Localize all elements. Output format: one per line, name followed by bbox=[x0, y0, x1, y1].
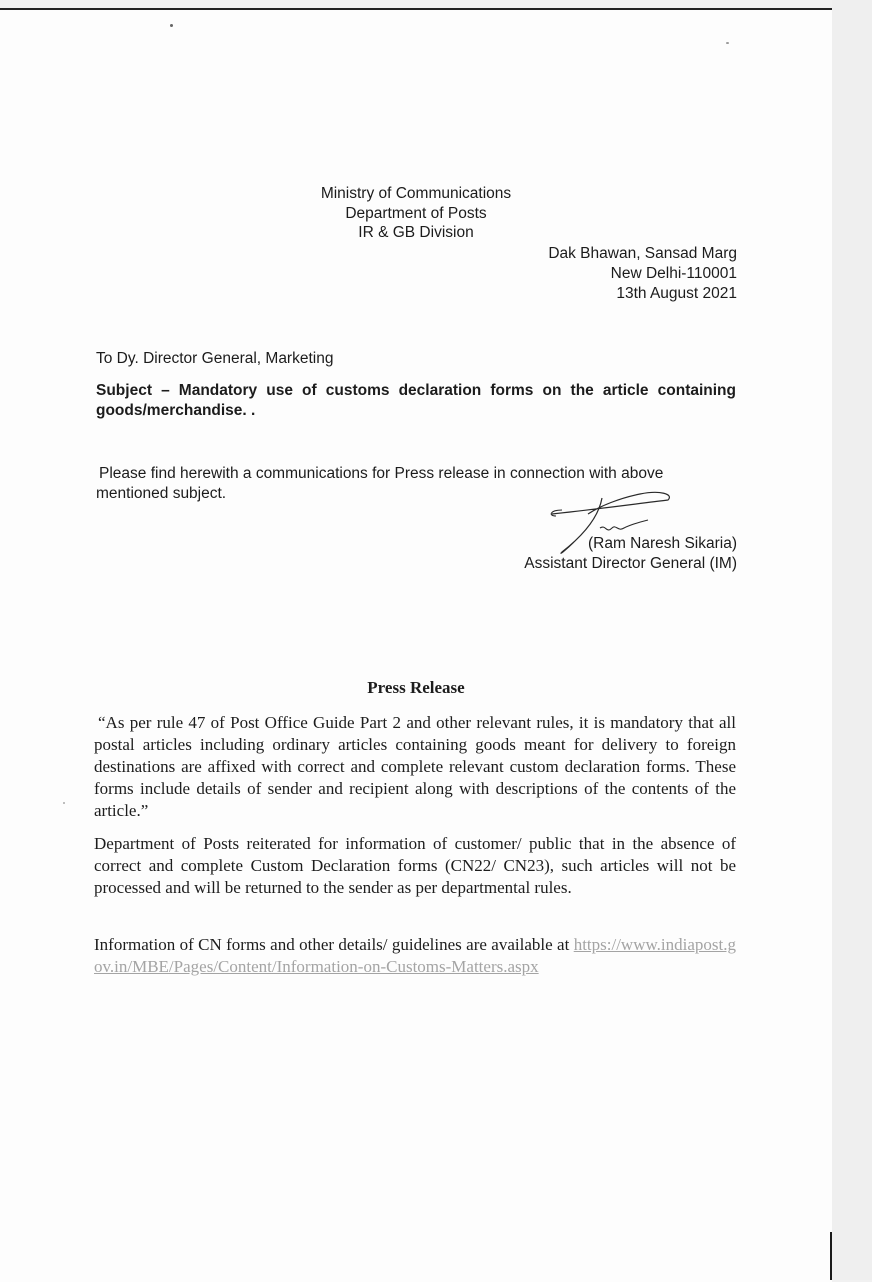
customs-info-link[interactable]: https://www.indiapost.gov.in/MBE/Pages/Content/Information-on-Customs-Matters.aspx bbox=[94, 935, 736, 976]
division-name: IR & GB Division bbox=[358, 224, 474, 241]
sender-address bbox=[480, 244, 737, 304]
press-release-paragraph-2: Department of Posts reiterated for information of customer/ public that in the absence of correct and complete Custom Declaration forms (CN22/ CN23), such articles will not be processed and will be returned to the sender as per departmental rules. bbox=[94, 834, 736, 897]
address-line-1: Dak Bhawan, Sansad Marg bbox=[548, 245, 737, 262]
document-page bbox=[0, 8, 832, 1282]
signature-block bbox=[480, 534, 737, 574]
press-release-paragraph-3 bbox=[94, 934, 736, 978]
recipient-line: To Dy. Director General, Marketing bbox=[96, 350, 334, 367]
letterhead bbox=[300, 184, 532, 243]
signatory-designation: Assistant Director General (IM) bbox=[524, 555, 737, 572]
letter-date: 13th August 2021 bbox=[616, 285, 737, 302]
cover-letter-body: Please find herewith a communications for Press release in connection with above mentioned subject. bbox=[96, 465, 664, 502]
department-name: Department of Posts bbox=[345, 204, 487, 222]
subject-line: Subject – Mandatory use of customs declaration forms on the article containing goods/merchandise. . bbox=[96, 382, 736, 419]
page-background bbox=[832, 0, 872, 1280]
paper-speck bbox=[170, 24, 173, 27]
paper-speck bbox=[63, 802, 65, 804]
press-release-title: Press Release bbox=[367, 678, 465, 697]
ministry-name: Ministry of Communications bbox=[320, 185, 512, 202]
press-release-paragraph-1: “As per rule 47 of Post Office Guide Part 2 and other relevant rules, it is mandatory that all postal articles including ordinary articles containing goods meant for delivery to foreign destinations are affixed with correct and complete relevant custom declaration forms. These forms include details of sender and recipient along with descriptions of the contents of the article.” bbox=[94, 713, 736, 820]
page-edge-mark bbox=[830, 1232, 832, 1280]
address-line-2: New Delhi-110001 bbox=[610, 265, 737, 282]
paper-speck bbox=[726, 42, 729, 44]
availability-text: Information of CN forms and other details/ guidelines are available at bbox=[94, 935, 570, 954]
signatory-name: (Ram Naresh Sikaria) bbox=[587, 535, 737, 552]
